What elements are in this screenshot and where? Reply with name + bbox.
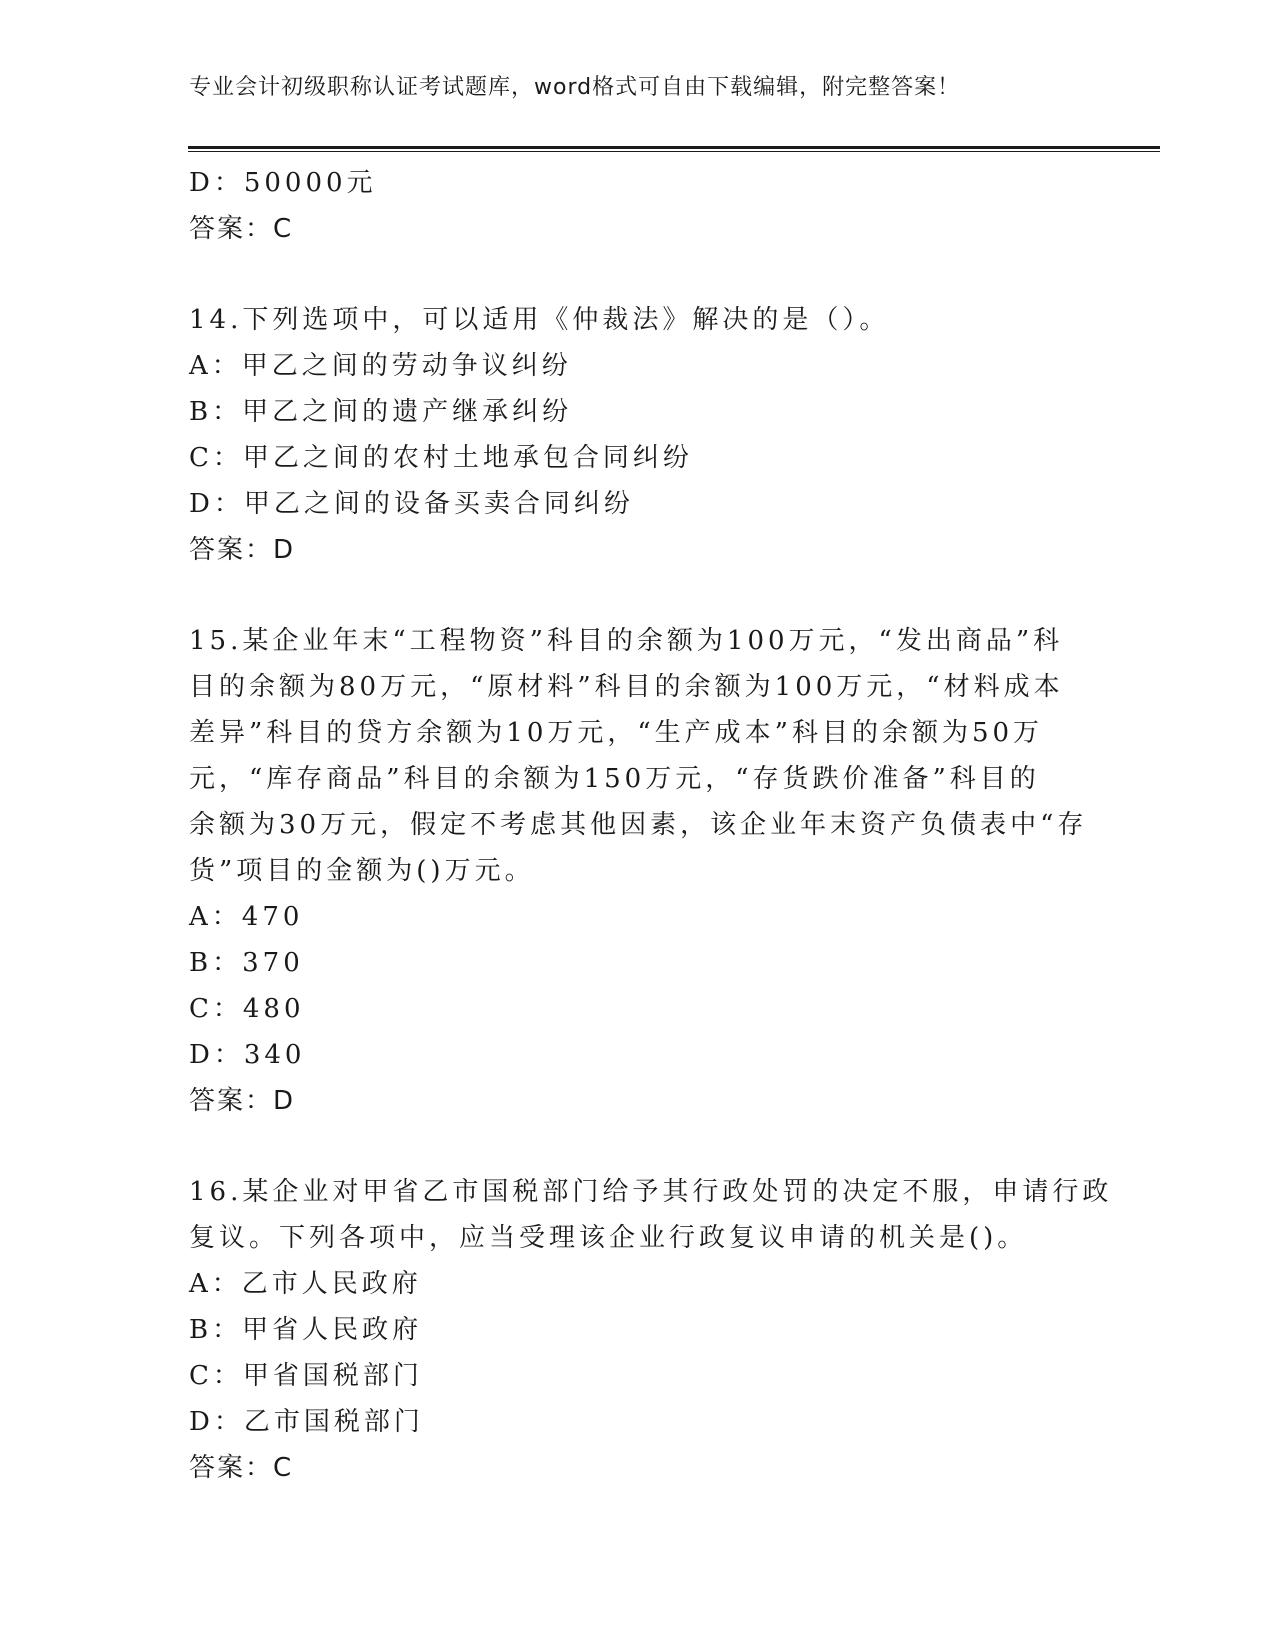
option-b: B：甲省人民政府 [189, 1315, 423, 1345]
question-stem-line: 15.某企业年末“工程物资”科目的余额为100万元，“发出商品”科 [189, 626, 1064, 656]
answer-line: 答案：D [189, 1086, 296, 1116]
option-b: B：370 [189, 948, 304, 978]
option-a: A：甲乙之间的劳动争议纠纷 [189, 351, 572, 381]
option-b: B：甲乙之间的遗产继承纠纷 [189, 397, 573, 427]
question-stem-line: 复议。下列各项中，应当受理该企业行政复议申请的机关是()。 [189, 1223, 1028, 1253]
question-stem-line: 目的余额为80万元，“原材料”科目的余额为100万元，“材料成本 [189, 672, 1064, 702]
answer-line: 答案：C [189, 1453, 294, 1483]
question-14 [189, 297, 1089, 573]
option-d: D：乙市国税部门 [189, 1407, 424, 1437]
question-stem-line: 差异”科目的贷方余额为10万元，“生产成本”科目的余额为50万 [189, 718, 1044, 748]
option-c: C：甲乙之间的农村土地承包合同纠纷 [189, 443, 693, 473]
document-body [189, 160, 1113, 1491]
answer-line: 答案：C [189, 214, 294, 244]
spacer [189, 252, 1089, 297]
page-header: 专业会计初级职称认证考试题库，word格式可自由下载编辑，附完整答案！ [189, 75, 961, 100]
question-stem: 14.下列选项中，可以适用《仲裁法》解决的是（）。 [189, 305, 890, 335]
option-d: D：甲乙之间的设备买卖合同纠纷 [189, 489, 634, 519]
spacer [189, 573, 1089, 618]
question-stem-line: 余额为30万元，假定不考虑其他因素，该企业年末资产负债表中“存 [189, 810, 1088, 840]
option-a: A：470 [189, 902, 304, 932]
question-stem-line: 货”项目的金额为()万元。 [189, 856, 535, 886]
option-c: C：480 [189, 994, 305, 1024]
spacer [189, 1124, 1089, 1169]
question-16 [189, 1169, 1113, 1491]
option-c: C：甲省国税部门 [189, 1361, 423, 1391]
option-d: D：50000元 [189, 168, 377, 198]
answer-line: 答案：D [189, 535, 296, 565]
option-d: D：340 [189, 1040, 306, 1070]
question-stem-line: 16.某企业对甲省乙市国税部门给予其行政处罚的决定不服，申请行政 [189, 1177, 1113, 1207]
question-stem-line: 元，“库存商品”科目的余额为150万元，“存货跌价准备”科目的 [189, 764, 1040, 794]
question-15 [189, 618, 1089, 1124]
header-divider [188, 146, 1160, 152]
option-a: A：乙市人民政府 [189, 1269, 422, 1299]
